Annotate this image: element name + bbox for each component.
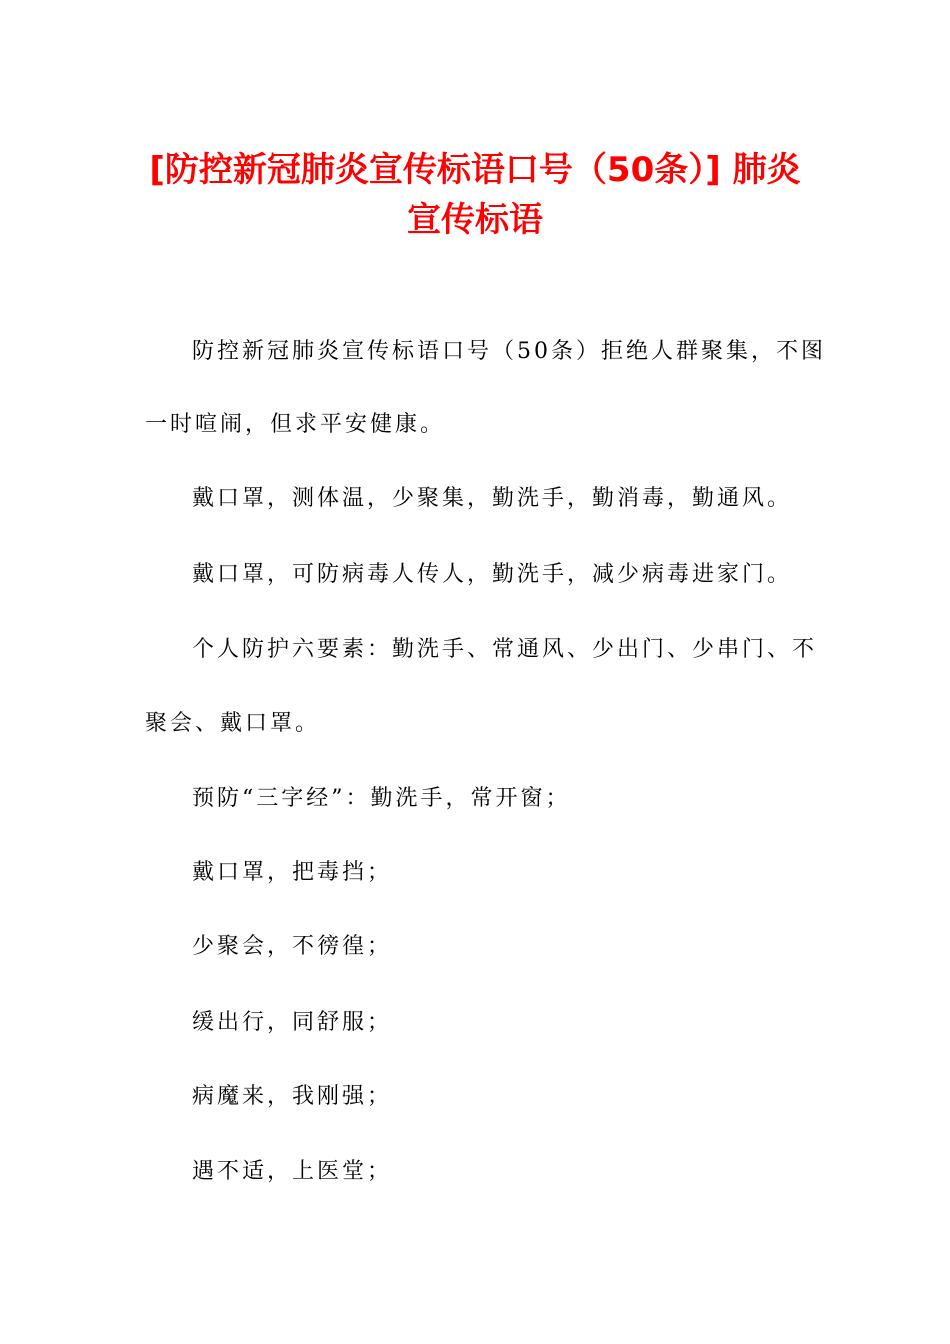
paragraph-6: 戴口罩，把毒挡；	[192, 860, 393, 885]
paragraph-4-line-1: 个人防护六要素：勤洗手、常通风、少出门、少串门、不	[192, 637, 818, 662]
paragraph-1-line-1: 防控新冠肺炎宣传标语口号（50条）拒绝人群聚集，不图	[192, 339, 826, 364]
paragraph-2: 戴口罩，测体温，少聚集，勤洗手，勤消毒，勤通风。	[192, 486, 793, 511]
paragraph-4-line-2: 聚会、戴口罩。	[145, 711, 321, 736]
paragraph-3: 戴口罩，可防病毒人传人，勤洗手，减少病毒进家门。	[192, 562, 793, 587]
document-title-line-1: [防控新冠肺炎宣传标语口号（50条）] 肺炎	[149, 150, 801, 190]
document-title-line-2: 宣传标语	[407, 200, 543, 240]
paragraph-1-line-2: 一时喧闹，但求平安健康。	[145, 412, 446, 437]
paragraph-8: 缓出行，同舒服；	[192, 1010, 393, 1035]
paragraph-9: 病魔来，我刚强；	[192, 1084, 393, 1109]
paragraph-10: 遇不适，上医堂；	[192, 1159, 393, 1184]
paragraph-5: 预防“三字经”：勤洗手，常开窗；	[192, 786, 571, 811]
paragraph-7: 少聚会，不徬徨；	[192, 934, 393, 959]
